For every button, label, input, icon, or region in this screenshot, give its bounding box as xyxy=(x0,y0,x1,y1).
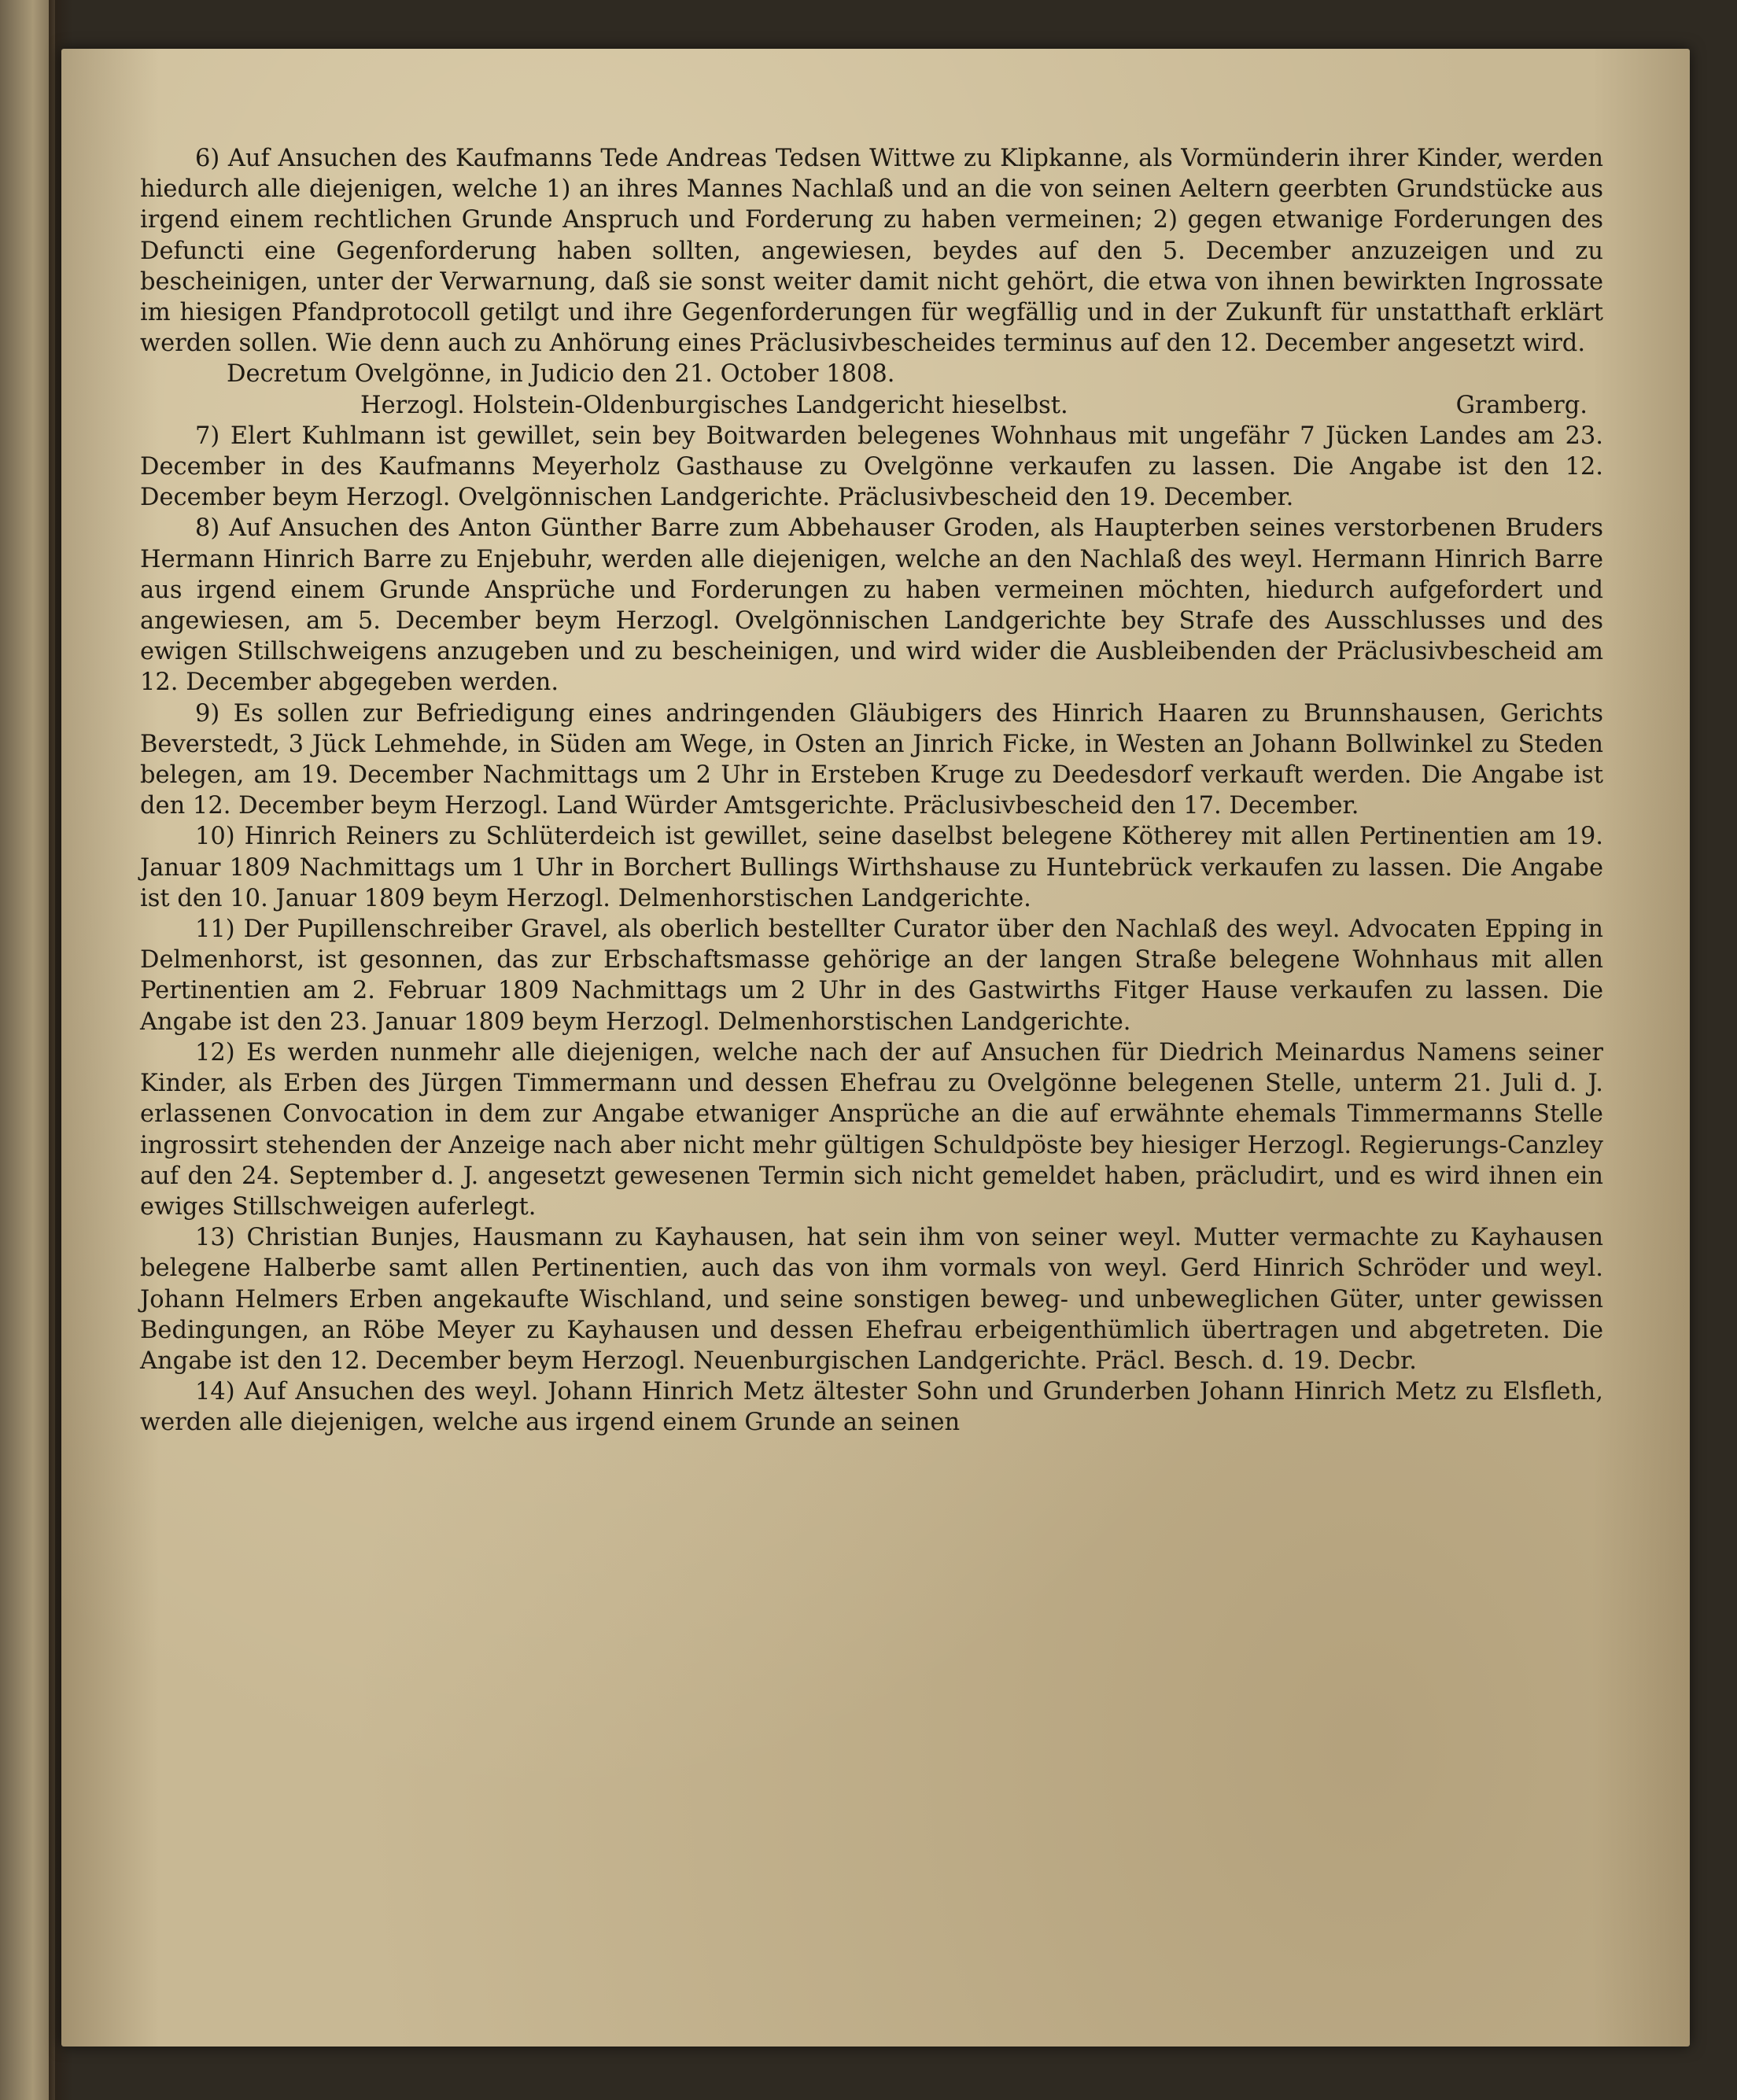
notice-number: 14) xyxy=(195,1378,235,1406)
notice-number: 6) xyxy=(195,145,220,172)
notice-7 xyxy=(140,421,1603,514)
notice-8 xyxy=(140,513,1603,698)
document-page xyxy=(61,49,1690,2047)
notice-number: 8) xyxy=(195,514,220,543)
notice-9 xyxy=(140,698,1603,822)
decretum-line: Decretum Ovelgönne, in Judicio den 21. October 1808. xyxy=(227,360,895,389)
notice-number: 9) xyxy=(195,699,220,728)
notice-text: Hinrich Reiners zu Schlüterdeich ist gewillet, seine daselbst belegene Kötherey mit allen Pertinentien am 19. Januar 1809 Nachmittags um 1 Uhr in Borchert Bullings Wirthshause zu Huntebrück verkaufen zu lassen. Die Angabe ist den 10. Januar 1809 beym Herzogl. Delmenhorstischen Landgerichte. xyxy=(140,823,1603,912)
notice-number: 7) xyxy=(195,422,220,450)
notice-text: Es werden nunmehr alle diejenigen, welche nach der auf Ansuchen für Diedrich Meinardus Namens seiner Kinder, als Erben des Jürgen Timmermann und dessen Ehefrau zu Ovelgönne belegenen Stelle, unterm 21. Juli d. J. erlassenen Convocation in dem zur Angabe etwaniger Ansprüche an die auf erwähnte ehemals Timmermanns Stelle ingrossirt stehenden der Anzeige nach aber nicht mehr gültigen Schuldpöste bey hiesiger Herzogl. Regierungs-Canzley auf den 24. September d. J. angesetzt gewesenen Termin sich nicht gemeldet haben, präcludirt, und es wird ihnen ein ewiges Stillschweigen auferlegt. xyxy=(140,1038,1603,1221)
notice-number: 13) xyxy=(195,1224,235,1252)
notice-text: Der Pupillenschreiber Gravel, als oberlich bestellter Curator über den Nachlaß des weyl. Advocaten Epping in Delmenhorst, ist gesonnen, das zur Erbschaftsmasse gehörige an der langen Straße belegene Wohnhaus mit allen Pertinentien am 2. Februar 1809 Nachmittags um 2 Uhr in des Gastwirths Fitger Hause verkaufen zu lassen. Die Angabe ist den 23. Januar 1809 beym Herzogl. Delmenhorstischen Landgerichte. xyxy=(140,916,1603,1036)
notice-13 xyxy=(140,1222,1603,1376)
court-signature-line xyxy=(140,390,1603,421)
notice-text: Es sollen zur Befriedigung eines andringenden Gläubigers des Hinrich Haaren zu Brunnshausen, Gerichts Beverstedt, 3 Jück Lehmehde, in Süden am Wege, in Osten an Jinrich Ficke, in Westen an Johann Bollwinkel zu Steden belegen, am 19. December Nachmittags um 2 Uhr in Ersteben Kruge zu Deedesdorf verkauft werden. Die Angabe ist den 12. December beym Herzogl. Land Würder Amtsgerichte. Präclusivbescheid den 17. December. xyxy=(140,699,1603,820)
notice-6 xyxy=(140,143,1603,359)
notice-11 xyxy=(140,914,1603,1037)
signature: Gramberg. xyxy=(1455,391,1588,419)
left-page-edge xyxy=(0,0,55,2100)
notice-text: Auf Ansuchen des Anton Günther Barre zum Abbehauser Groden, als Haupterben seines verstorbenen Bruders Hermann Hinrich Barre zu Enjebuhr, werden alle diejenigen, welche an den Nachlaß des weyl. Hermann Hinrich Barre aus irgend einem Grunde Ansprüche und Forderungen zu haben vermeinen möchten, hiedurch aufgefordert und angewiesen, am 5. December beym Herzogl. Ovelgönnischen Landgerichte bey Strafe des Ausschlusses und des ewigen Stillschweigens anzugeben und zu bescheinigen, und wird wider die Ausbleibenden der Präclusivbescheid am 12. December abgegeben werden. xyxy=(140,514,1603,697)
notice-12 xyxy=(140,1037,1603,1222)
notice-text: Christian Bunjes, Hausmann zu Kayhausen, hat sein ihm von seiner weyl. Mutter vermachte zu Kayhausen belegene Halberbe samt allen Pertinentien, auch das von ihm vormals von weyl. Gerd Hinrich Schröder und weyl. Johann Helmers Erben angekaufte Wischland, und seine sonstigen beweg- und unbeweglichen Güter, unter gewissen Bedingungen, an Röbe Meyer zu Kayhausen und dessen Ehefrau erbeigenthümlich übertragen und abgetreten. Die Angabe ist den 12. December beym Herzogl. Neuenburgischen Landgerichte. Präcl. Besch. d. 19. Decbr. xyxy=(140,1224,1603,1375)
notice-number: 10) xyxy=(195,823,235,851)
notice-14 xyxy=(140,1376,1603,1438)
court-name: Herzogl. Holstein-Oldenburgisches Landgericht hieselbst. xyxy=(360,391,1068,419)
page-text xyxy=(140,143,1603,1439)
notice-text: Elert Kuhlmann ist gewillet, sein bey Boitwarden belegenes Wohnhaus mit ungefähr 7 Jücken Landes am 23. December in des Kaufmanns Meyerholz Gasthause zu Ovelgönne verkaufen zu lassen. Die Angabe ist den 12. December beym Herzogl. Ovelgönnischen Landgerichte. Präclusivbescheid den 19. December. xyxy=(140,422,1603,512)
notice-10 xyxy=(140,821,1603,914)
notice-number: 12) xyxy=(195,1038,235,1067)
notice-text: Auf Ansuchen des weyl. Johann Hinrich Metz ältester Sohn und Grunderben Johann Hinrich Metz zu Elsfleth, werden alle diejenigen, welche aus irgend einem Grunde an seinen xyxy=(140,1378,1604,1437)
notice-number: 11) xyxy=(195,916,235,944)
notice-text: Auf Ansuchen des Kaufmanns Tede Andreas Tedsen Wittwe zu Klipkanne, als Vormünderin ihrer Kinder, werden hiedurch alle diejenigen, welche 1) an ihres Mannes Nachlaß und an die von seinen Aeltern geerbten Grundstücke aus irgend einem rechtlichen Grunde Anspruch und Forderung zu haben vermeinen; 2) gegen etwanige Forderungen des Defuncti eine Gegenforderung haben sollten, angewiesen, beydes auf den 5. December anzuzeigen und zu bescheinigen, unter der Verwarnung, daß sie sonst weiter damit nicht gehört, die etwa von ihnen bewirkten Ingrossate im hiesigen Pfandprotocoll getilgt und ihre Gegenforderungen für wegfällig und in der Zukunft für unstatthaft erklärt werden sollen. Wie denn auch zu Anhörung eines Präclusivbescheides terminus auf den 12. December angesetzt wird. xyxy=(140,145,1604,358)
